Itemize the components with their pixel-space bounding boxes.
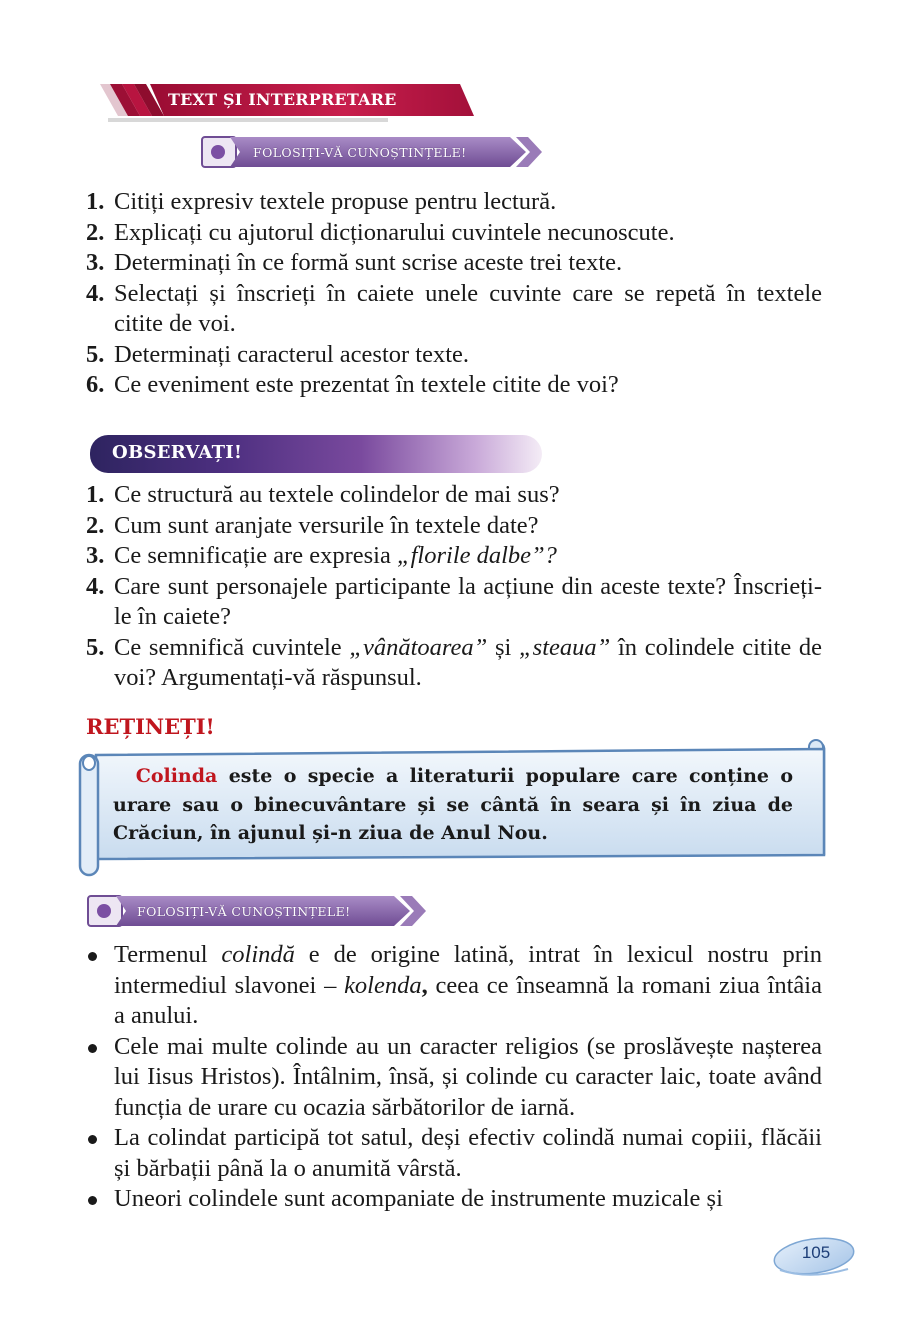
info-bullet-list	[86, 940, 822, 1215]
list-item: 1. Citiți expresiv textele propuse pentru lectură.	[86, 188, 557, 215]
list-item: Uneori colindele sunt acompaniate de instrumente muzicale și	[86, 1184, 822, 1215]
list-item: 2. Cum sunt aranjate versurile în textele date?	[86, 511, 539, 539]
retineti-heading: REȚINEȚI!	[86, 714, 215, 739]
section-title: TEXT ȘI INTERPRETARE	[168, 90, 397, 109]
list-item: 5. Ce semnifică cuvintele „vânătoarea” și „steaua” în colindele citite de voi? Argumentați-vă răspunsul.	[86, 633, 823, 691]
list-item: 4. Selectați și înscrieți în caiete unele cuvinte care se repetă în textele citite de voi.	[86, 279, 822, 337]
list-item: 1. Ce structură au textele colindelor de mai sus?	[86, 481, 560, 508]
page-number: 105	[801, 1243, 831, 1262]
list-item: 3. Determinați în ce formă sunt scrise aceste trei texte.	[86, 249, 623, 276]
list-item: 6. Ce eveniment este prezentat în textele citite de voi?	[86, 371, 619, 398]
list-item: 3. Ce semnificație are expresia „florile dalbe”?	[86, 542, 557, 569]
list-item: Termenul colindă e de origine latină, intrat în lexicul nostru prin intermediul slavonei – kolenda, ceea ce înseamnă la romani ziua întâia a anului.	[86, 940, 822, 1032]
tag-label-2: FOLOSIȚI-VĂ CUNOȘTINȚELE!	[137, 904, 351, 919]
list-item: La colindat participă tot satul, deși efectiv colindă numai copiii, flăcăii și bărbații până la o anumită vârstă.	[86, 1123, 822, 1184]
list-item: 2. Explicați cu ajutorul dicționarului cuvintele necunoscute.	[86, 218, 675, 246]
list-item: 5. Determinați caracterul acestor texte.	[86, 340, 470, 368]
observati-title: OBSERVAȚI!	[112, 442, 243, 463]
question-list-2	[86, 480, 822, 694]
definition-text: Colinda este o specie a literaturii populare care conține o urare sau o binecuvântare și se cântă în seara și în ziua de Crăciun, în ajunul și-n ziua de Anul Nou.	[113, 765, 793, 844]
task-list-1	[86, 187, 822, 401]
list-item: 4. Care sunt personajele participante la acțiune din aceste texte? Înscrieți-le în caiete?	[86, 572, 822, 630]
list-item: Cele mai multe colinde au un caracter religios (se proslăvește nașterea lui Iisus Hristos). Întâlnim, însă, și colinde cu caracter laic, toate având funcția de urare cu ocazia sărbătorilor de iarnă.	[86, 1032, 822, 1124]
tag-label-1: FOLOSIȚI-VĂ CUNOȘTINȚELE!	[253, 145, 467, 160]
